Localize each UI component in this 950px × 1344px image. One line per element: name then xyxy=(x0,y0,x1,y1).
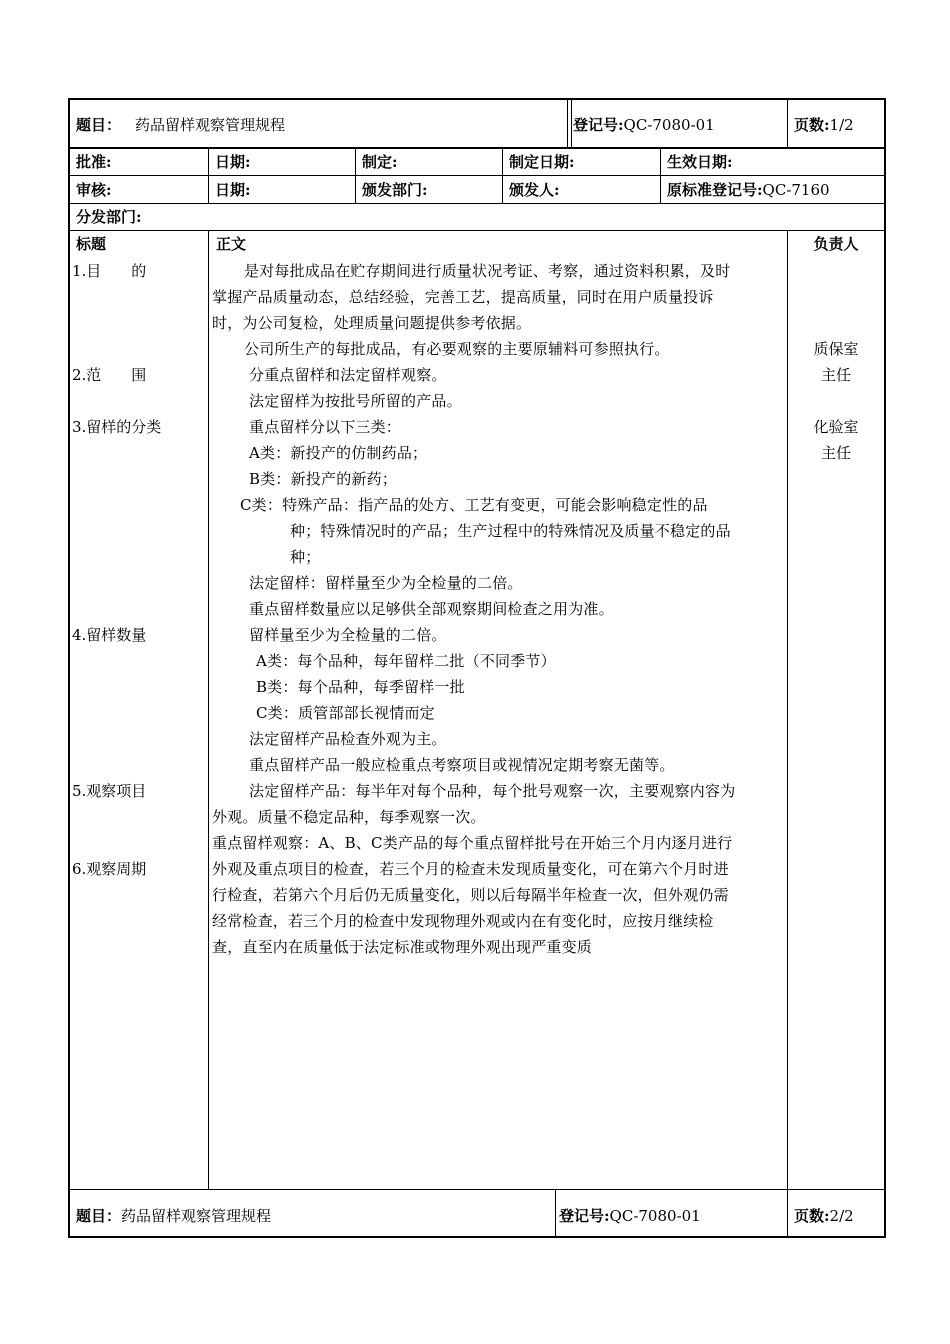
header-title: 题目： 药品留样观察管理规程 xyxy=(76,116,286,134)
owner-qa-director: 主任 xyxy=(820,366,851,384)
body-line: 外观及重点项目的检查，若三个月的检查未发现质量变化，可在第六个月时进 xyxy=(212,860,729,878)
body-line: 经常检查，若三个月的检查中发现物理外观或内在有变化时，应按月继续检 xyxy=(212,912,714,930)
column-heading-body: 正文 xyxy=(216,235,247,253)
header-page-count: 页数:1/2 xyxy=(794,116,854,134)
section-classification: 3.留样的分类 xyxy=(72,418,162,436)
border-top xyxy=(68,98,886,100)
section-scope: 2.范 围 xyxy=(72,366,147,384)
body-line: 公司所生产的每批成品，有必要观察的主要原辅料可参照执行。 xyxy=(244,340,670,358)
orig-registration: 原标准登记号:QC-7160 xyxy=(667,181,830,199)
section-quantity: 4.留样数量 xyxy=(72,626,147,644)
issue-dept-label: 颁发部门: xyxy=(362,181,428,199)
distribution-label: 分发部门: xyxy=(76,208,142,226)
header-registration: 登记号:QC-7080-01 xyxy=(573,116,715,134)
body-line: C类：特殊产品：指产品的处方、工艺有变更，可能会影响稳定性的品 xyxy=(240,496,708,514)
body-line: C类：质管部部长视情而定 xyxy=(256,704,435,722)
body-line: 法定留样：留样量至少为全检量的二倍。 xyxy=(249,574,523,592)
approve-date-label: 日期: xyxy=(215,153,251,171)
body-line: 留样量至少为全检量的二倍。 xyxy=(249,626,447,644)
border-bottom xyxy=(68,1236,886,1238)
border-right xyxy=(884,98,886,1238)
column-heading-title: 标题 xyxy=(76,235,107,253)
owner-qa-office: 质保室 xyxy=(813,340,859,358)
review-date-label: 日期: xyxy=(215,181,251,199)
body-line: 法定留样为按批号所留的产品。 xyxy=(249,392,462,410)
body-line: A类：每个品种，每年留样二批（不同季节） xyxy=(256,652,556,670)
body-line: 种； xyxy=(290,548,321,566)
footer-page-count: 页数:2/2 xyxy=(794,1207,854,1225)
owner-lab-office: 化验室 xyxy=(813,418,859,436)
body-line: B类：新投产的新药； xyxy=(249,470,398,488)
body-line: 时，为公司复检，处理质量问题提供参考依据。 xyxy=(212,314,532,332)
body-line: B类：每个品种，每季留样一批 xyxy=(256,678,465,696)
footer-title: 题目：药品留样观察管理规程 xyxy=(76,1207,272,1225)
approve-label: 批准: xyxy=(76,153,112,171)
make-date-label: 制定日期: xyxy=(509,153,575,171)
review-label: 审核: xyxy=(76,181,112,199)
make-label: 制定: xyxy=(362,153,398,171)
body-line: 行检查，若第六个月后仍无质量变化，则以后每隔半年检查一次，但外观仍需 xyxy=(212,886,729,904)
border-left xyxy=(68,98,70,1238)
body-line: 法定留样产品：每半年对每个品种，每个批号观察一次，主要观察内容为 xyxy=(249,782,736,800)
section-observation-items: 5.观察项目 xyxy=(72,782,147,800)
owner-lab-director: 主任 xyxy=(820,444,851,462)
body-line: 法定留样产品检查外观为主。 xyxy=(249,730,447,748)
body-line: 重点留样产品一般应检重点考察项目或视情况定期考察无菌等。 xyxy=(249,756,675,774)
body-line: 重点留样数量应以足够供全部观察期间检查之用为准。 xyxy=(249,600,614,618)
body-line: 是对每批成品在贮存期间进行质量状况考证、考察，通过资料积累，及时 xyxy=(244,262,731,280)
body-line: 查，直至内在质量低于法定标准或物理外观出现严重变质 xyxy=(212,938,593,956)
issuer-label: 颁发人: xyxy=(509,181,560,199)
section-purpose: 1.目 的 xyxy=(72,262,147,280)
footer-registration: 登记号:QC-7080-01 xyxy=(559,1207,701,1225)
body-line: 外观。质量不稳定品种，每季观察一次。 xyxy=(212,808,486,826)
section-observation-cycle: 6.观察周期 xyxy=(72,860,147,878)
body-line: 掌握产品质量动态，总结经验，完善工艺，提高质量，同时在用户质量投诉 xyxy=(212,288,714,306)
body-line: 种；特殊情况时的产品；生产过程中的特殊情况及质量不稳定的品 xyxy=(290,522,731,540)
body-line: 分重点留样和法定留样观察。 xyxy=(249,366,447,384)
body-line: 重点留样分以下三类： xyxy=(249,418,402,436)
body-line: 重点留样观察：A、B、C类产品的每个重点留样批号在开始三个月内逐月进行 xyxy=(212,834,733,852)
column-heading-owner: 负责人 xyxy=(813,235,859,253)
effective-date-label: 生效日期: xyxy=(667,153,733,171)
body-line: A类：新投产的仿制药品； xyxy=(249,444,428,462)
